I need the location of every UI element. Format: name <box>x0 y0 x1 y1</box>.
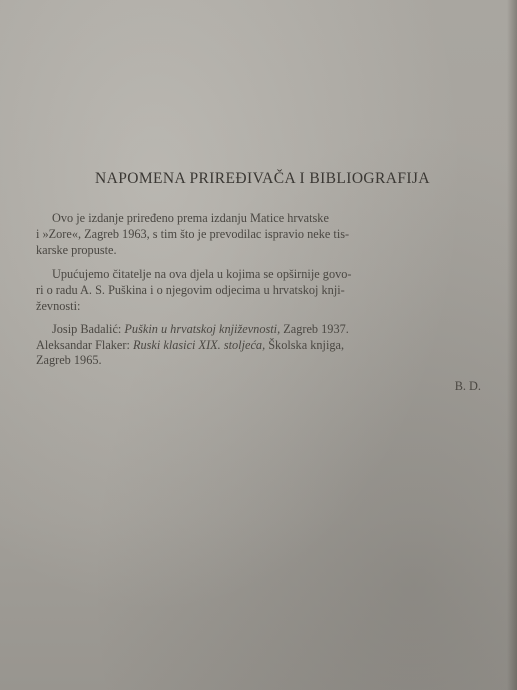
bibliography-entry <box>36 322 481 338</box>
page-content <box>36 170 481 394</box>
intro-line: Upućujemo čitatelje na ova djela u kojima se opširnije govo- <box>52 267 352 281</box>
bibliography-list <box>36 322 481 369</box>
editor-note-paragraph <box>36 210 481 258</box>
reference-title: Ruski klasici XIX. stoljeća, <box>132 337 266 352</box>
reference-author: Aleksandar Flaker: <box>36 337 130 352</box>
reference-title: Puškin u hrvatskoj književnosti, <box>124 322 281 336</box>
reference-author: Josip Badalić: <box>52 322 122 336</box>
reference-publication: Školska knjiga, <box>268 337 345 352</box>
intro-line: ri o radu A. S. Puškina i o njegovim odjecima u hrvatskoj knji- <box>36 283 345 297</box>
intro-line: ževnosti: <box>36 299 81 313</box>
page-title: NAPOMENA PRIREĐIVAČA I BIBLIOGRAFIJA <box>95 170 430 187</box>
note-line: Ovo je izdanje priređeno prema izdanju Matice hrvatske <box>52 211 329 225</box>
intro-paragraph <box>36 266 481 314</box>
editor-initials: B. D. <box>454 378 481 393</box>
reference-publication: Zagreb 1937. <box>283 322 349 336</box>
bibliography-entry <box>36 338 481 354</box>
bibliography-entry-continuation: Zagreb 1965. <box>36 353 102 367</box>
note-line: i »Zore«, Zagreb 1963, s tim što je prevodilac ispravio neke tis- <box>36 227 350 241</box>
note-line: karske propuste. <box>36 243 117 257</box>
